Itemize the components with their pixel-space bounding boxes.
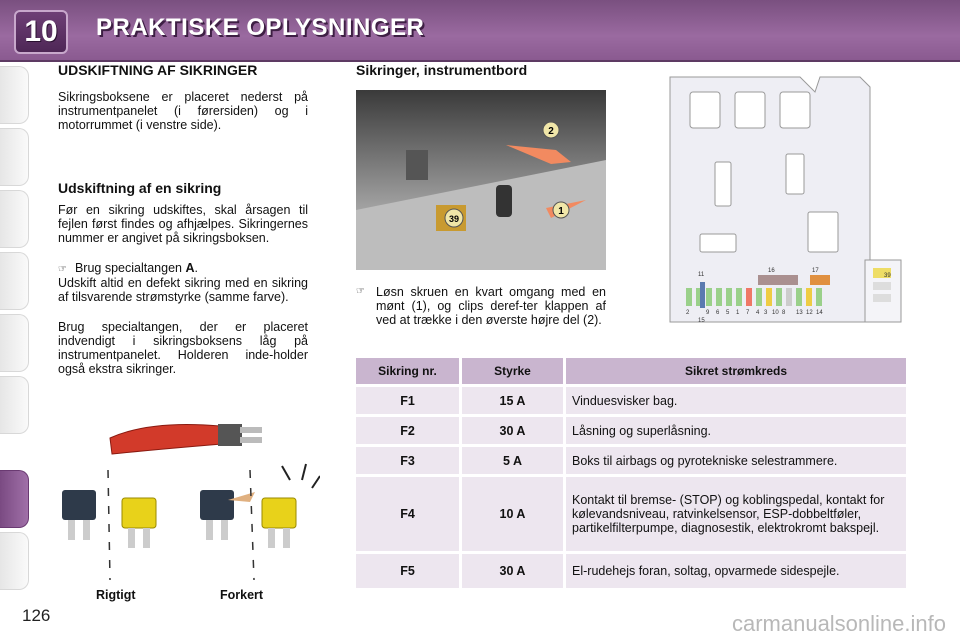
diagram-label: 10 [772,310,779,316]
table-row [356,554,906,588]
diagram-label: 15 [698,318,705,324]
photo-label-2: 2 [548,126,554,137]
instruction-item [356,283,606,327]
chapter-badge: 10 [14,10,68,54]
fuse-pliers-illustration [50,410,320,585]
table-row [356,387,906,414]
table-row [356,477,906,551]
fuse-circuit: Kontakt til bremse- (STOP) og koblingspedal, kontakt for kølevandsniveau, ratvinkelsensor, ESP-dobbeltføler, partikelfilterpumpe, diagnosestik, elektrokromt bakspejl. [566,477,906,551]
divider-dashes [108,470,110,580]
diagram-label: 16 [768,268,775,274]
fuse-box-diagram [660,72,905,327]
chapter-tab[interactable] [0,314,29,372]
diagram-label: 2 [686,310,690,316]
fuse-circuit: Vinduesvisker bag. [566,387,906,414]
diagram-label: 8 [782,310,786,316]
bullet-end: . [194,261,198,275]
paragraph-1: Før en sikring udskiftes, skal årsagen til fejlen først findes og afhjælpes. Sikringernes nummer er angivet på sikringsboksen. [58,203,308,245]
pointing-hand-icon: ☞ [356,286,365,297]
dashboard-photo [356,90,606,270]
page-header [0,0,960,62]
yellow-fuse-icon [122,498,156,548]
diagram-label: 39 [884,273,891,279]
fuse-amperage: 5 A [462,447,563,474]
pointing-hand-icon: ☞ [58,264,67,275]
dark-fuse-icon [62,490,96,540]
diagram-label: 13 [796,310,803,316]
column-header: Sikring nr. [356,358,459,384]
diagram-label: 14 [816,310,823,316]
spark-icon [282,464,320,488]
photo-label-39: 39 [448,214,460,224]
fuse-pliers-icon [110,424,262,454]
dark-fuse-icon [200,490,234,540]
diagram-label: 12 [806,310,813,316]
page-number: 126 [22,606,51,625]
watermark: carmanualsonline.info [731,611,946,636]
column-header: Sikret strømkreds [566,358,906,384]
fuse-number: F1 [356,387,459,414]
fuse-amperage: 10 A [462,477,563,551]
chapter-tab[interactable] [0,190,29,248]
paragraph-3: Brug specialtangen, der er placeret indvendigt i sikringsboksens låg på instrumentpanelet. Holderen inde-holder også ekstra sikringer. [58,320,308,376]
chapter-tabs [0,62,36,582]
photo-label-1: 1 [558,206,564,217]
fuse-number: F3 [356,447,459,474]
chapter-tab[interactable] [0,376,29,434]
diagram-label: 3 [764,310,768,316]
section-heading: UDSKIFTNING AF SIKRINGER [58,62,258,78]
chapter-tab[interactable] [0,128,29,186]
divider-dashes [250,470,254,580]
subsection-heading: Udskiftning af en sikring [58,180,222,196]
caption-correct: Rigtigt [96,588,136,602]
fuse-circuit: Låsning og superlåsning. [566,417,906,444]
column-header: Styrke [462,358,563,384]
section-heading-right: Sikringer, instrumentbord [356,62,528,78]
fuse-amperage: 30 A [462,417,563,444]
chapter-tab[interactable] [0,532,29,590]
instruction-text: Løsn skruen en kvart omgang med en mønt (1), og clips deref-ter klappen af ved at trække i den øverste højre del (2). [376,285,606,327]
table-row [356,417,906,444]
diagram-label: 7 [746,310,750,316]
fuse-circuit: El-rudehejs foran, soltag, opvarmede sidespejle. [566,554,906,588]
fuse-amperage: 30 A [462,554,563,588]
intro-paragraph: Sikringsboksene er placeret nederst på instrumentpanelet (i førersiden) og i motorrummet (i venstre side). [58,90,308,132]
diagram-label: 5 [726,310,730,316]
paragraph-2: Udskift altid en defekt sikring med en sikring af tilsvarende strømstyrke (samme farve). [58,276,308,304]
chapter-tab[interactable] [0,66,29,124]
page-title: PRAKTISKE OPLYSNINGER [96,14,425,41]
diagram-label: 4 [756,310,760,316]
diagram-label: 1 [736,310,740,316]
fuse-number: F5 [356,554,459,588]
bullet-bold: A [185,261,195,275]
fuse-number: F2 [356,417,459,444]
fuse-amperage: 15 A [462,387,563,414]
yellow-fuse-icon [262,498,296,548]
chapter-tab[interactable] [0,252,29,310]
bullet-item [58,261,308,277]
caption-wrong: Forkert [220,588,264,602]
diagram-label: 17 [812,268,819,274]
chapter-tab-active[interactable] [0,470,29,528]
diagram-label: 6 [716,310,720,316]
bullet-text: Brug specialtangen [74,261,182,275]
fuse-number: F4 [356,477,459,551]
diagram-label: 11 [698,272,705,278]
table-row [356,447,906,474]
fuse-table [353,355,909,591]
fuse-circuit: Boks til airbags og pyrotekniske selestrammere. [566,447,906,474]
diagram-label: 9 [706,310,710,316]
table-header-row [356,358,906,384]
